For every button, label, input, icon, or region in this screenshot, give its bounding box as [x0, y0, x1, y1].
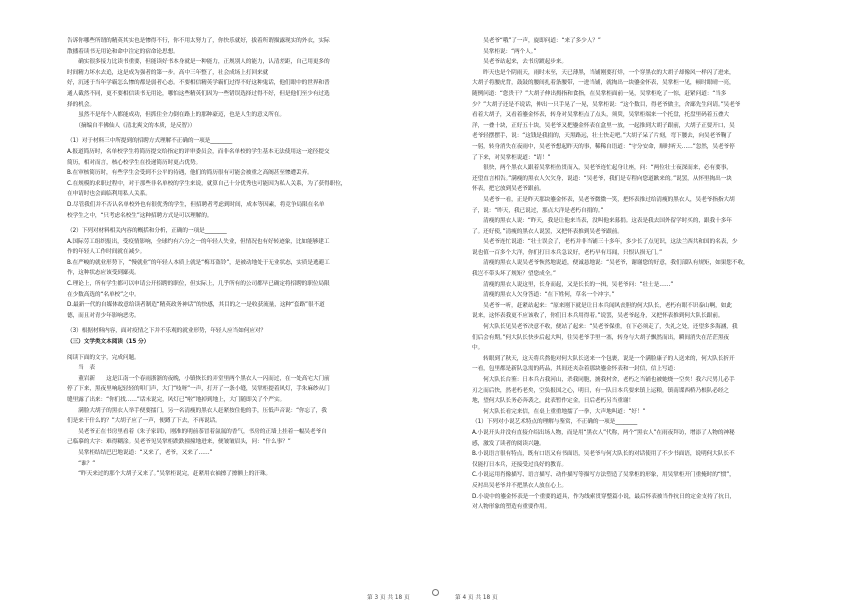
right-text-line: 吴老爷一看，正是昨天那块鎏金怀表，吴老爷微微一笑，把怀表推过给清瘦的黑衣人，吴老爷指指大胡	[472, 196, 735, 203]
left-text-line: “谁？”	[67, 460, 96, 467]
right-text-line: 少？”大胡子还是不说话，伸出一只手晃了一晃，吴掌柜说：“这个数目，得老爷做主，舍鄙先生问请。”吴老爷	[472, 101, 741, 108]
left-text-line: （摘编自半佛仙人《清北爽文的本质，是反智》）	[67, 122, 196, 129]
left-text-line: “昨天来过的那个大胡子又来了。”吴掌柜说完，赶紧用衣袖擦了擦额上的汗珠。	[67, 471, 271, 478]
left-text-line: （2）下列对材料相关内容的概括和分析，正确的一项是________	[67, 228, 227, 235]
right-text-line: 对人物形象的塑造有重要作用。	[472, 504, 551, 511]
right-text-line: D.小说中的鎏金怀表是一个重要的道具，作为线索贯穿整篇小说，最后怀表被当作抗日的定金支持了抗日，	[472, 493, 736, 500]
left-text-line: 吴掌柜结结巴巴地说道：“又来了，老爷，又来了……”	[67, 449, 213, 456]
right-text-line: 吴老爷站起来，去书房踱起步来。	[472, 59, 567, 66]
left-text-line: 择的机会。	[67, 101, 95, 108]
left-text-line: 停了下来，黑夜里响起轻轻的叩门声，大门“吱呀”一声，打开了一条小缝，吴掌柜提着风灯，手朱麻纱从门	[67, 386, 330, 393]
left-text-line: （3）根据材料内容，面对疫情之下并不乐观的就业形势，年轻人应当如何应对？	[67, 328, 267, 335]
right-text-line: 说来，这怀表我更不应该收了，你们日本兵用得着。”说罢，吴老爷起身，又把怀表推到何大队长跟前。	[472, 313, 724, 320]
left-text-line: 虽然不是每个人都能成功，但抓住全力倒在路上的那种豪迈，也是人生的意义所在。	[67, 112, 285, 119]
right-text-line: 何大队长台鉴：日本兵占我河山，杀我同胞，掳我村舍，老朽之当铺也被她烧一空矣！我六尺男儿必手	[472, 377, 735, 383]
right-text-line: 还望直言相告。”满瘦的黑衣人欠欠身，说道：“吴老爷，我们是专程向您道歉来的。”说罢，从怀里掏出一块	[472, 175, 732, 182]
right-text-line: 子，说：“昨天，我已说过，那点大洋是老朽自捐的。”	[472, 207, 604, 214]
left-text-line: 在少数高选的“名单校”之中。	[67, 291, 140, 298]
right-text-line: 吴老爷“哦”了一声，旋即问道：“来了多少人？”	[472, 38, 601, 44]
right-text-line: 随例问道：“您贵干？”大胡子伸出拇指和食指，在吴掌柜面前一晃，吴掌柜吃了一惊，赶紧问道：“当多	[472, 90, 727, 97]
right-text-line: 们后会有期。”何大队长快步后起大叫，往吴老爷手里一塞，转身与大胡子飘然而出，瞬间消失在茫茫黑夜	[472, 334, 730, 341]
right-text-line: 我岂不带头坏了规矩？望您成全。”	[472, 271, 556, 278]
left-text-line: （三）文学类文本阅读（15 分）	[67, 339, 150, 346]
right-text-line: 何大队长看完来信，在桌上重重地擂了一拳，大声地叫道：“好！”	[472, 408, 646, 415]
right-text-line: 洋，一叠十块，正好五十块，吴老爷又把鎏金怀表在盒里一放，一起推到大胡子跟前，大胡子正要开口，吴	[472, 122, 735, 129]
left-text-line: 阅读下面的文字，完成问题。	[67, 354, 140, 361]
left-text-line: C.在规模的求职过程中，对于那些非名单校的学生来说，就算自己十分优秀也可能因为私人关系，为了获得职位，	[67, 180, 347, 187]
left-text-line: 己临摹的大字：难得糊涂。吴老爷见吴掌柜跌跌撞撞地进来，便皱皱眉头，问：“什么事？”	[67, 439, 291, 446]
right-text-line: 清瘦的黑衣人说这里，长身而起，又是长长的一揖，吴老爷问：“壮士是……”	[472, 281, 674, 288]
right-text-line: 说也值一百多个大洋，你们打日本兵急议好，老朽早有耳闻，只恨认损无门。”	[472, 249, 662, 256]
left-text-line: 散播着读书无用论和命中注定的宿命论思想。	[67, 48, 179, 55]
right-text-line: 中。	[472, 345, 484, 352]
right-column	[472, 36, 848, 513]
left-text-line: 德，而且对青少年影响恶劣。	[67, 312, 140, 319]
right-text-line: 了下来，对吴掌柜说道：“请！”	[472, 154, 551, 161]
right-text-line: 何大队长见吴老爷决意不收，便站了起来：“吴老爷保重，在下必须走了，失礼之处，还望多多海涵，我	[472, 324, 738, 331]
left-text-line: 简历，相对而言，核心校学生在投递简历时更占优势。	[67, 159, 202, 166]
right-text-line: 了。还好使，”清瘦的黑衣人说罢，又把怀表推到吴老爷跟前。	[472, 228, 623, 235]
right-text-line: 一看，包里都是新队急需的药品，其间还夹杂着那块鎏金怀表和一封信，信上写道：	[472, 366, 679, 373]
right-text-line: 清瘦的黑衣人说吴老爷恢然地说道，便诚恳地说：“吴老爷，谢谢您的好意，我们部队有规矩，如果您不收，	[472, 260, 749, 267]
left-text-line: D.尽管我们并不否认名单校外也有很优秀的学生，但招聘者考虑到时间，成本等因素，将竞争局限在名单	[67, 201, 325, 208]
right-text-line: 很快，两个黑衣人跟着吴掌柜鱼贯而入，吴老爷连忙起身让座，问：“两位壮士夜深而来，必有要事，	[472, 165, 732, 172]
left-text-line: A.报道简历时，名单校学生将简历提交给指定的评审委员会，而非名单校的学生基本无法使用这一途径提交	[67, 148, 330, 155]
left-text-line: 作，这种状态应该受到鄙夷。	[67, 270, 140, 277]
left-text-line: C.理论上，所有学生都可以申请公开招聘的职位，但实际上，几乎所有的公司都早已确定将招聘的职位局限	[67, 281, 330, 288]
left-text-line: 在申请时也会面临利用私人关系。	[67, 191, 151, 198]
left-text-line: 校学生之中，“只考虑名校生”这种招聘方式是可以理解的。	[67, 212, 213, 219]
right-text-line: 老爷轻摆摆手，说：“这钱是我捐的，天黑路远，壮士快走吧。”大胡子呆了片刻，弯下腰去，向吴老爷鞠了	[472, 133, 732, 140]
right-text-line: 地，望何大队长务必奔袭之，此表暂作定金，日后老朽另当重谢！	[472, 398, 635, 405]
right-text-line: 吴掌柜说：“两个人。”	[472, 48, 537, 55]
right-text-line: B.小说语言很有特点，既有口语又有书面语，吴老爷与何大队长的对话使用了不少书面语，说明何大队长不	[472, 451, 735, 458]
left-text-line: 时间精力坏水去追，这是成为强者的第一步。高中三年整了，社会成场上打回来就	[67, 69, 269, 76]
right-text-line: 吴老爷一听，赶紧站起来：“原来刚下就是让日本兵闻风丧胆的何大队长，老朽有眼不识泰山啊，如此	[472, 302, 732, 309]
right-text-line: 一躬，转身消失在夜雨中，吴老爷想起昨天的事，稀稀自语道：“守分安命，顺时听天……”忽然，吴老爷停	[472, 143, 735, 150]
left-text-line: 确实很多接力比读书重要，但能读好书本身就是一种能力，正规别人的能力，认清差距，自己用更多的	[67, 59, 330, 66]
left-text-line: 满脸大胡子的黑衣人举手便要擂门，另一名清瘦的黑衣人赶紧按住他的手，压低声音说：“你忘了，我	[67, 407, 327, 414]
left-column	[67, 36, 445, 480]
right-text-line: 清瘦的黑衣人说：“昨天，我是让他来当表，没叫他来募捐。这表是我去国外留学时买的，跟我十多年	[472, 218, 732, 225]
right-text-line: （1）下列对小说艺术特点的理解与鉴赏，不正确的一项是________	[472, 419, 638, 426]
left-text-line: 们是来干什么的？”大胡子应了一声，便蹲了下去，不再说话。	[67, 418, 221, 425]
right-text-line: 大胡子将腰虎背，鼓鼓的腰间扎着条腰带，一进当铺，就掏出一块鎏金怀表，吴掌柜一见，顿时眼晴一亮，	[472, 80, 735, 87]
right-text-line: A.小说开头并没有直接介绍出场人物，而是用“黑衣人”代称，两个“黑衣人”在雨夜拜访，增添了人物的神秘	[472, 429, 735, 436]
left-text-line: （1）对于材料三中所提到的招聘方式理解不正确的一项是________	[67, 138, 233, 145]
left-text-line: 董岩新 这是江南一个春雨浙浙的夜晚，小镇恢长的弄堂里两个黑衣人一闪而过，在一处高宅大门前	[67, 375, 330, 382]
right-text-line: 怀表，把它放到吴老爷跟前。	[472, 186, 545, 193]
right-text-line: 反衬出吴老爷并不把黑衣人放在心上。	[472, 482, 567, 489]
right-text-line: C.小说运用肖像描写、语言描写、动作描写等描写方法塑造了吴掌柜的形象，用吴掌柜开门重掩时的“惯”，	[472, 472, 735, 479]
left-text-line: B.在严峻的就业形势下，“慢就业”的年轻人本质上就是“梅耳盗铃”，是被动地处于无业状态，实质是逃避工	[67, 259, 330, 266]
right-text-line: 转眼到了秋天，这天将兵熬他对何大队长送来一个包裹，说是一个满脸康子的人送来的，何大队长折开	[472, 355, 735, 362]
left-text-line: 通人截然不同，更不要相信读书无用论，哪怕这些精英们因为一些错误选择过得不好，但是他们至少有过选	[67, 90, 330, 97]
left-text-line: 当 表	[67, 365, 95, 372]
right-text-line: 吴老爷连忙说道：“壮士误会了，老朽并非当铺三十多年，多少长了点见识，这法兰西共和国的名表，少	[472, 239, 738, 246]
left-text-line: 好，沉迷于当年学霸怎么惨的都是弱者心态。不要相信精英学霸们过得不好这种鬼话，他们眼中的世界和普	[67, 80, 330, 87]
left-text-line: 缝里露了出来：“你们找……”话未说完，风灯已“啦”地掉到地上，大门随即关了个严实。	[67, 397, 286, 403]
page-separator-icon	[432, 589, 439, 596]
right-text-line: 看着大胡子，又看着鎏金怀表，转身对吴掌柜点了点头，须臾，吴掌柜端来一个托盘，托盘里码着五叠大	[472, 112, 730, 119]
right-text-line: 昨天也是个阴雨天，雨时未至，天已薄黑，当铺刚要打烊，一个穿黑衣的大胡子却像风一样闪了进来，	[472, 69, 735, 76]
left-text-line: 吴老爷正在书房里看着《朱子家训》，刚准的明前茶冒着氤氲的香气，书房的正墙上挂着一幅吴老爷自	[67, 428, 327, 435]
left-text-line: A.国际劳工组织报出，受疫情影响，全球约有六分之一的年轻人失业，但情况也有好转迹象，比如能够建工	[67, 238, 330, 245]
left-text-line: 作的年轻人工作时间就在减少。	[67, 249, 146, 256]
right-text-line: 感，激发了读者的阅读兴趣。	[472, 440, 545, 447]
right-text-line: 仅能打日本兵，还接受过良好的教育。	[472, 461, 567, 468]
left-text-line: B.在审核简历时，有些学生会受到不公平的待遇，他们的简历很有可能会被重之高阁甚至惨遭丢弃。	[67, 170, 313, 177]
left-text-line: D.最新一代的自媒体故意给读者制造“精英政务神话”的快感，其目的之一是收获流量，这种“套路”很不道	[67, 302, 325, 309]
right-text-line: 刃之而后快，然老朽老矣，空负报国之心，明日，有一队日本兵要来镇上运粮，镇南谍西桥乃根队必经之	[472, 387, 730, 394]
page-number-right: 第 4 页 共 18 页	[455, 595, 498, 601]
left-text-line: 告诉你哪些所谓的精英其实也是惨得不行，你不用太努力了，你快乐就好，拔着所谓描露现实的外衣，实际	[67, 38, 330, 44]
page-number-left: 第 3 页 共 18 页	[367, 595, 410, 601]
right-text-line: 清瘦的黑衣人欠身答道：“在下姓何，草名一个冲字。”	[472, 292, 615, 299]
